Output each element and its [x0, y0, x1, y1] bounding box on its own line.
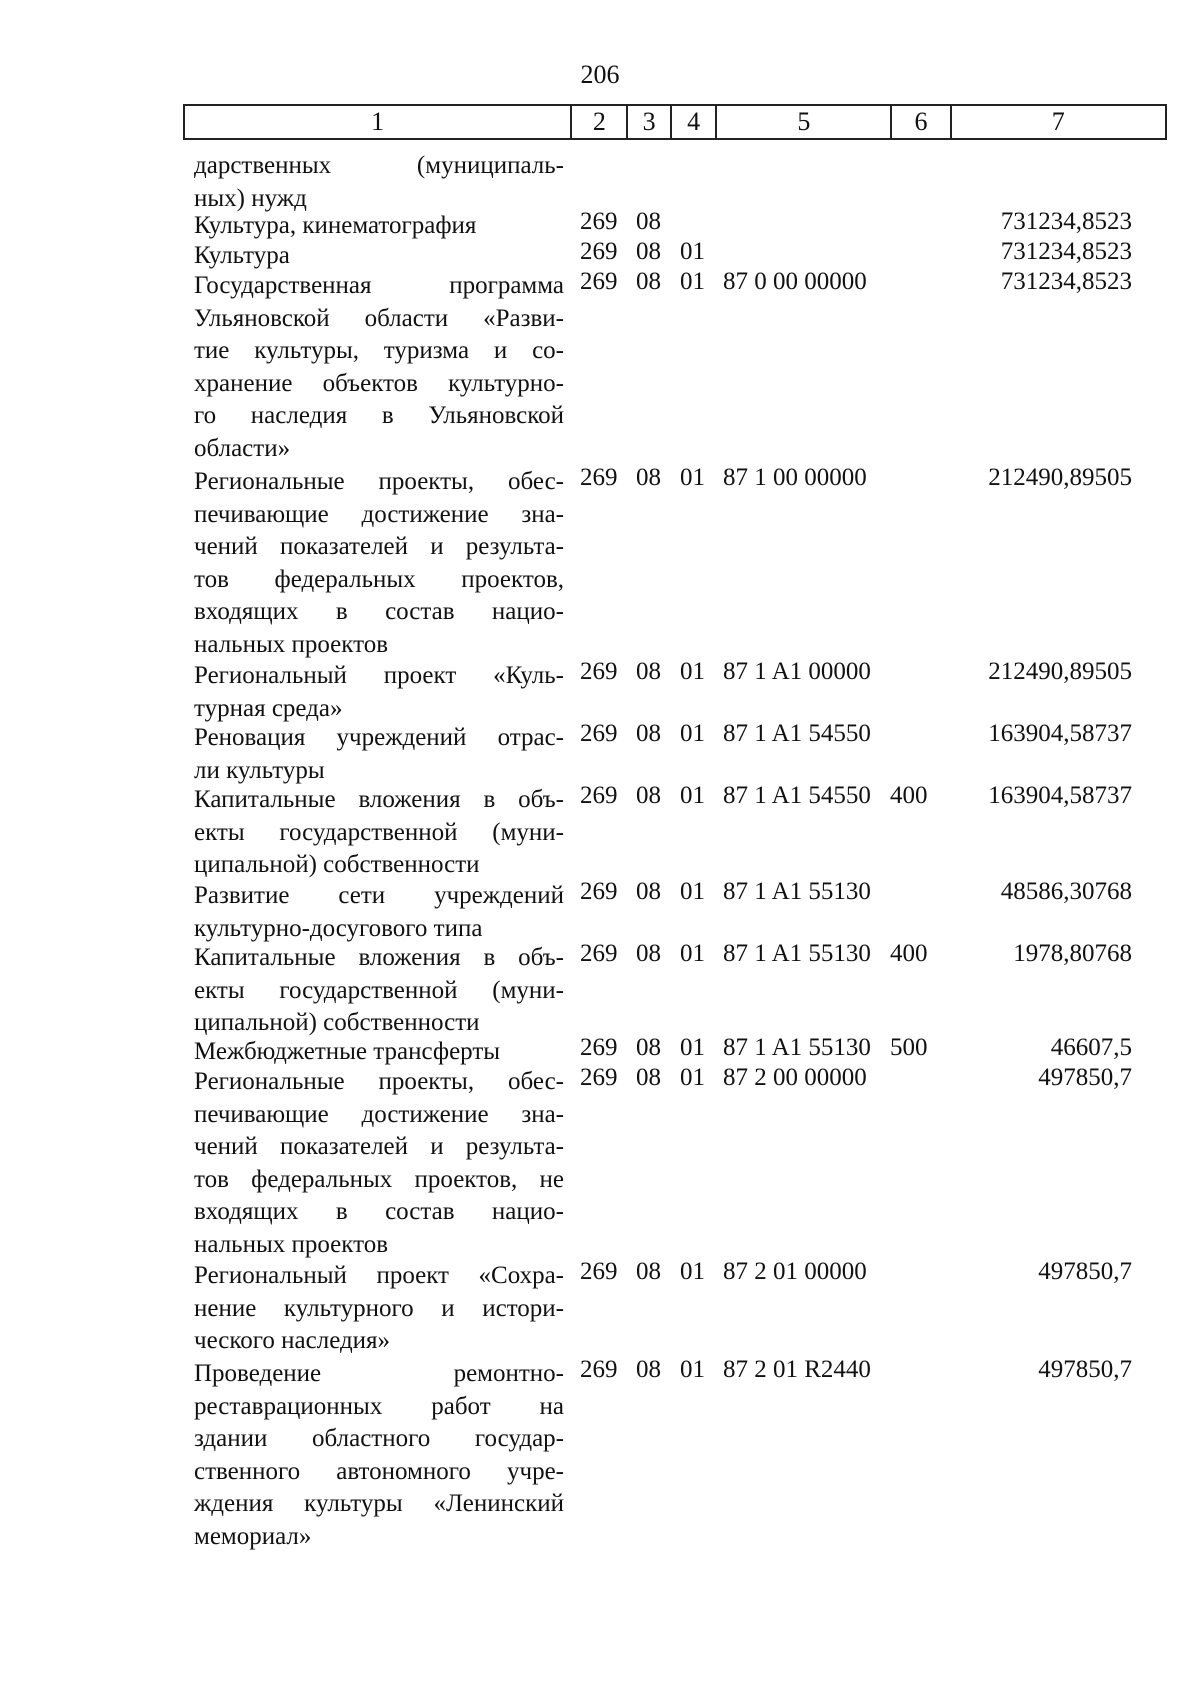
- row-c2-value: 269: [580, 1034, 618, 1061]
- row-c7-value: 163904,58737: [988, 720, 1132, 747]
- row-c2-value: 269: [580, 238, 618, 265]
- row-name-line: печивающие достижение зна-: [194, 500, 564, 528]
- row-c2-value: 269: [580, 878, 618, 905]
- row-name-line: реставрационных работ на: [194, 1392, 564, 1420]
- row-name-line: го наследия в Ульяновской: [194, 402, 564, 430]
- row-name-line: ципальной) собственности: [194, 1009, 480, 1037]
- row-c7-value: 163904,58737: [988, 782, 1132, 809]
- row-name-line: Культура: [194, 242, 290, 269]
- row-c3-value: 08: [636, 1034, 661, 1061]
- row-c3-value: 08: [636, 940, 661, 967]
- row-name-line: Развитие сети учреждений: [194, 882, 564, 909]
- row-c5-value: 87 1 A1 55130: [723, 1034, 871, 1061]
- row-c3-value: 08: [636, 238, 661, 265]
- row-c5-value: 87 1 A1 00000: [723, 658, 871, 685]
- row-name-line: нение культурного и истори-: [194, 1294, 564, 1322]
- row-c7-value: 731234,8523: [1000, 268, 1132, 295]
- row-name-line: Государственная программа: [194, 272, 564, 299]
- row-c7-value: 497850,7: [1038, 1356, 1132, 1383]
- row-name-line: тие культуры, туризма и со-: [194, 337, 564, 365]
- row-c3-value: 08: [636, 1258, 661, 1285]
- row-c4-value: 01: [680, 940, 705, 967]
- row-name-line: Региональный проект «Куль-: [194, 662, 564, 689]
- row-c2-value: 269: [580, 268, 618, 295]
- row-c4-value: 01: [680, 1356, 705, 1383]
- row-name-line: ждения культуры «Ленинский: [194, 1490, 564, 1518]
- row-name: [194, 1358, 564, 1554]
- row-name: [194, 150, 564, 215]
- row-name: [194, 784, 564, 882]
- row-c3-value: 08: [636, 658, 661, 685]
- row-name-line: тов федеральных проектов, не: [194, 1165, 564, 1193]
- row-name: [194, 1260, 564, 1358]
- row-name-line: входящих в состав нацио-: [194, 598, 564, 626]
- row-name-line: Капитальные вложения в объ-: [194, 944, 564, 971]
- column-header-3: 3: [627, 105, 670, 139]
- row-c4-value: 01: [680, 1064, 705, 1091]
- row-c3-value: 08: [636, 720, 661, 747]
- row-name-line: екты государственной (муни-: [194, 818, 564, 846]
- row-name-line: тов федеральных проектов,: [194, 565, 564, 593]
- row-c2-value: 269: [580, 720, 618, 747]
- row-c3-value: 08: [636, 464, 661, 491]
- row-name: [194, 942, 564, 1040]
- row-c2-value: 269: [580, 940, 618, 967]
- row-name-line: Проведение ремонтно-: [194, 1360, 564, 1387]
- row-c5-value: 87 1 A1 54550: [723, 782, 871, 809]
- row-name-line: чений показателей и результа-: [194, 1133, 564, 1161]
- column-header-1: 1: [184, 105, 571, 139]
- row-c5-value: 87 2 01 R2440: [723, 1356, 871, 1383]
- row-c4-value: 01: [680, 268, 705, 295]
- row-name-line: ственного автономного учре-: [194, 1457, 564, 1485]
- column-header-6: 6: [891, 105, 950, 139]
- row-name-line: входящих в состав нацио-: [194, 1198, 564, 1226]
- row-c3-value: 08: [636, 208, 661, 235]
- row-name: [194, 1036, 564, 1069]
- row-c2-value: 269: [580, 1064, 618, 1091]
- row-c7-value: 731234,8523: [1000, 208, 1132, 235]
- row-c2-value: 269: [580, 1258, 618, 1285]
- row-name: [194, 210, 564, 243]
- row-c6-value: 400: [890, 782, 928, 809]
- row-name-line: чений показателей и результа-: [194, 533, 564, 561]
- row-name-line: печивающие достижение зна-: [194, 1100, 564, 1128]
- row-name-line: Региональные проекты, обес-: [194, 1068, 564, 1095]
- row-c4-value: 01: [680, 464, 705, 491]
- row-name-line: ческого наследия»: [194, 1327, 391, 1355]
- row-name-line: Культура, кинематография: [194, 212, 477, 239]
- page-number: 206: [580, 60, 620, 89]
- row-c6-value: 500: [890, 1034, 928, 1061]
- row-c5-value: 87 1 A1 54550: [723, 720, 871, 747]
- row-name-line: Региональные проекты, обес-: [194, 468, 564, 495]
- row-c5-value: 87 2 00 00000: [723, 1064, 867, 1091]
- row-c2-value: 269: [580, 464, 618, 491]
- row-c3-value: 08: [636, 878, 661, 905]
- row-name-line: Ульяновской области «Разви-: [194, 304, 564, 332]
- row-c4-value: 01: [680, 238, 705, 265]
- row-name-line: екты государственной (муни-: [194, 976, 564, 1004]
- row-name-line: ципальной) собственности: [194, 851, 480, 879]
- column-header-2: 2: [571, 105, 627, 139]
- row-name-line: ных) нужд: [194, 184, 307, 212]
- row-c7-value: 497850,7: [1038, 1258, 1132, 1285]
- row-c7-value: 212490,89505: [988, 658, 1132, 685]
- row-c6-value: 400: [890, 940, 928, 967]
- row-name-line: здании областного государ-: [194, 1425, 564, 1453]
- row-name-line: нальных проектов: [194, 630, 388, 658]
- row-c5-value: 87 1 00 00000: [723, 464, 867, 491]
- row-name: [194, 1066, 564, 1262]
- row-name-line: культурно-досугового типа: [194, 914, 483, 942]
- row-name-line: Региональный проект «Сохра-: [194, 1262, 564, 1289]
- row-c5-value: 87 1 A1 55130: [723, 940, 871, 967]
- row-c5-value: 87 1 A1 55130: [723, 878, 871, 905]
- row-c7-value: 497850,7: [1038, 1064, 1132, 1091]
- row-c4-value: 01: [680, 878, 705, 905]
- row-c3-value: 08: [636, 1356, 661, 1383]
- row-c3-value: 08: [636, 1064, 661, 1091]
- row-c3-value: 08: [636, 782, 661, 809]
- row-name-line: дарственных (муниципаль-: [194, 152, 564, 179]
- row-c2-value: 269: [580, 1356, 618, 1383]
- row-c2-value: 269: [580, 658, 618, 685]
- row-c5-value: 87 0 00 00000: [723, 268, 867, 295]
- row-name: [194, 880, 564, 945]
- row-name-line: области»: [194, 434, 291, 462]
- row-name: [194, 722, 564, 787]
- row-name-line: хранение объектов культурно-: [194, 369, 564, 397]
- row-name-line: Межбюджетные трансферты: [194, 1038, 501, 1065]
- row-c2-value: 269: [580, 782, 618, 809]
- row-c4-value: 01: [680, 1034, 705, 1061]
- row-name: [194, 270, 564, 466]
- row-name-line: Реновация учреждений отрас-: [194, 724, 564, 751]
- row-c4-value: 01: [680, 782, 705, 809]
- column-header-5: 5: [716, 105, 891, 139]
- row-name-line: турная среда»: [194, 694, 343, 722]
- row-c7-value: 212490,89505: [988, 464, 1132, 491]
- column-header-7: 7: [951, 105, 1166, 139]
- column-header-4: 4: [671, 105, 716, 139]
- row-name-line: ли культуры: [194, 756, 325, 784]
- row-c4-value: 01: [680, 1258, 705, 1285]
- row-c7-value: 48586,30768: [1000, 878, 1132, 905]
- row-name: [194, 240, 564, 273]
- row-c7-value: 731234,8523: [1000, 238, 1132, 265]
- row-name: [194, 660, 564, 725]
- row-c2-value: 269: [580, 208, 618, 235]
- row-name-line: мемориал»: [194, 1522, 312, 1550]
- row-c4-value: 01: [680, 720, 705, 747]
- row-c7-value: 1978,80768: [1013, 940, 1132, 967]
- row-name-line: Капитальные вложения в объ-: [194, 786, 564, 813]
- row-c3-value: 08: [636, 268, 661, 295]
- row-name-line: нальных проектов: [194, 1230, 388, 1258]
- row-c4-value: 01: [680, 658, 705, 685]
- row-c7-value: 46607,5: [1050, 1034, 1132, 1061]
- row-name: [194, 466, 564, 662]
- row-c5-value: 87 2 01 00000: [723, 1258, 867, 1285]
